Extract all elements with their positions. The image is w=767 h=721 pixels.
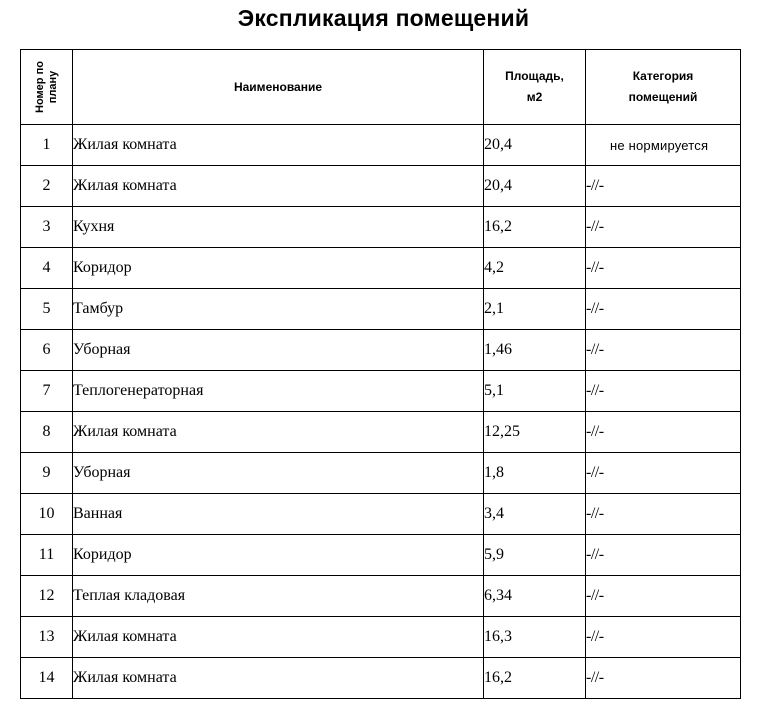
room-name-cell: Тамбур (73, 289, 484, 330)
header-number (21, 50, 73, 125)
room-area-cell: 1,8 (484, 453, 586, 494)
table-body (21, 125, 741, 699)
room-name-cell: Жилая комната (73, 166, 484, 207)
table-row (21, 289, 741, 330)
room-name-cell: Ванная (73, 494, 484, 535)
room-name-cell: Коридор (73, 535, 484, 576)
room-number-cell: 14 (21, 658, 73, 699)
room-name-cell: Жилая комната (73, 412, 484, 453)
room-number-cell: 9 (21, 453, 73, 494)
table-row (21, 166, 741, 207)
header-number-label: Номер по плану (33, 61, 59, 113)
room-number-cell: 11 (21, 535, 73, 576)
room-category-cell: -//- (586, 535, 741, 576)
room-number-cell: 13 (21, 617, 73, 658)
header-area (484, 50, 586, 125)
room-category-cell: -//- (586, 248, 741, 289)
room-category-cell: -//- (586, 494, 741, 535)
table-row (21, 248, 741, 289)
room-number-cell: 7 (21, 371, 73, 412)
table-row (21, 412, 741, 453)
room-category-cell: -//- (586, 289, 741, 330)
table-row (21, 658, 741, 699)
room-category-cell: -//- (586, 371, 741, 412)
header-area-line2: м2 (526, 90, 543, 104)
room-number-cell: 3 (21, 207, 73, 248)
room-category-cell: -//- (586, 166, 741, 207)
room-area-cell: 16,3 (484, 617, 586, 658)
document-title: Экспликация помещений (237, 5, 530, 31)
room-area-cell: 1,46 (484, 330, 586, 371)
header-name: Наименование (73, 50, 484, 125)
table-header-row (21, 50, 741, 125)
room-area-cell: 16,2 (484, 658, 586, 699)
room-category-cell: -//- (586, 453, 741, 494)
header-category (586, 50, 741, 125)
table-row (21, 125, 741, 166)
rooms-table (20, 49, 741, 699)
room-category-cell: не нормируется (586, 125, 741, 166)
table-row (21, 535, 741, 576)
room-category-cell: -//- (586, 617, 741, 658)
header-category-line2: помещений (628, 90, 698, 104)
room-area-cell: 5,1 (484, 371, 586, 412)
room-name-cell: Кухня (73, 207, 484, 248)
room-name-cell: Коридор (73, 248, 484, 289)
table-row (21, 371, 741, 412)
table-row (21, 494, 741, 535)
room-category-cell: -//- (586, 412, 741, 453)
room-area-cell: 6,34 (484, 576, 586, 617)
room-number-cell: 6 (21, 330, 73, 371)
room-number-cell: 8 (21, 412, 73, 453)
table-row (21, 330, 741, 371)
room-area-cell: 16,2 (484, 207, 586, 248)
room-area-cell: 20,4 (484, 166, 586, 207)
table-row (21, 617, 741, 658)
room-area-cell: 4,2 (484, 248, 586, 289)
room-name-cell: Уборная (73, 453, 484, 494)
room-category-cell: -//- (586, 658, 741, 699)
room-number-cell: 5 (21, 289, 73, 330)
room-number-cell: 12 (21, 576, 73, 617)
room-category-cell: -//- (586, 207, 741, 248)
room-category-cell: -//- (586, 330, 741, 371)
room-area-cell: 2,1 (484, 289, 586, 330)
room-name-cell: Жилая комната (73, 125, 484, 166)
room-number-cell: 4 (21, 248, 73, 289)
room-name-cell: Теплая кладовая (73, 576, 484, 617)
header-area-line1: Площадь, (505, 69, 564, 83)
table-row (21, 207, 741, 248)
room-category-cell: -//- (586, 576, 741, 617)
room-number-cell: 10 (21, 494, 73, 535)
room-area-cell: 5,9 (484, 535, 586, 576)
room-area-cell: 20,4 (484, 125, 586, 166)
header-category-line1: Категория (632, 69, 694, 83)
room-area-cell: 3,4 (484, 494, 586, 535)
room-area-cell: 12,25 (484, 412, 586, 453)
room-number-cell: 1 (21, 125, 73, 166)
room-number-cell: 2 (21, 166, 73, 207)
table-row (21, 576, 741, 617)
table-row (21, 453, 741, 494)
room-name-cell: Уборная (73, 330, 484, 371)
room-name-cell: Теплогенераторная (73, 371, 484, 412)
room-name-cell: Жилая комната (73, 617, 484, 658)
room-name-cell: Жилая комната (73, 658, 484, 699)
